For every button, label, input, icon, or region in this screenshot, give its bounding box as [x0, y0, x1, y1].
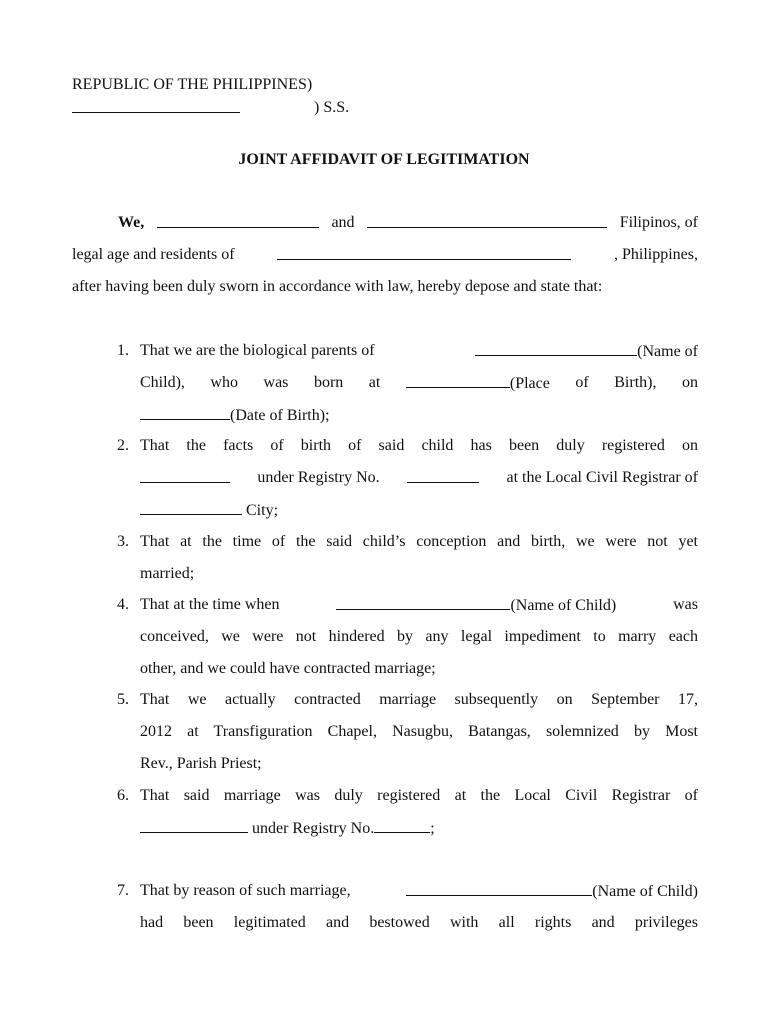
item-2-text-registry: under Registry No.: [257, 469, 380, 486]
item-7-number-text: 7.: [117, 882, 129, 899]
item-1-place-group: [406, 373, 550, 394]
item-5-text-1: That we actually contracted marriage subsequently on September 17,: [140, 691, 698, 708]
item-1-text-b: (Name of: [637, 343, 698, 360]
item-5-line-1: [140, 690, 698, 710]
item-1-word-was: was: [263, 374, 289, 391]
item-2-line-1: [140, 436, 698, 456]
item-7-child-group: [406, 881, 698, 902]
item-1-word-born: born: [313, 374, 344, 391]
item-3-line-1: [140, 532, 698, 552]
item-2-line-2: [140, 468, 698, 488]
item-5-text-2: 2012 at Transfiguration Chapel, Nasugbu, Batangas, solemnized by Most: [140, 723, 698, 740]
residence-blank[interactable]: [277, 245, 571, 260]
item-1-line-1: [140, 341, 698, 362]
item-4-text-2: conceived, we were not hindered by any legal impediment to marry each: [140, 628, 698, 645]
header-republic-text: REPUBLIC OF THE PHILIPPINES): [72, 76, 313, 93]
item-1-text-a: That we are the biological parents of: [140, 342, 375, 359]
item-1-number: [117, 341, 129, 361]
item-1-word-on: on: [682, 374, 698, 391]
venue-blank[interactable]: [72, 98, 240, 113]
item-4-number: [117, 595, 129, 615]
intro-line-2: [72, 245, 698, 265]
item-6-line-1: [140, 786, 698, 806]
item-7-child-name-blank[interactable]: [406, 881, 592, 896]
item-1-number-text: 1.: [117, 342, 129, 359]
item-6-city-blank[interactable]: [140, 818, 248, 833]
item-1-child-name-blank[interactable]: [475, 341, 637, 356]
item-6-registry-blank[interactable]: [374, 818, 430, 833]
intro-legal-age: legal age and residents of: [72, 246, 235, 263]
header-ss-text: ) S.S.: [314, 99, 350, 116]
item-2-line-3: [140, 500, 278, 521]
document-title-text: JOINT AFFIDAVIT OF LEGITIMATION: [238, 151, 530, 168]
header-ss: [314, 98, 349, 118]
item-6-text-registry: under Registry No.: [252, 820, 375, 837]
item-1-line-3: [140, 405, 330, 426]
item-4-line-3: [140, 659, 436, 679]
item-2-text-lcr: at the Local Civil Registrar of: [506, 469, 698, 486]
item-2-text-city: City;: [246, 502, 279, 519]
item-2-text-1: That the facts of birth of said child has been duly registered on: [140, 437, 698, 454]
item-3-number: [117, 532, 129, 552]
item-6-text-1: That said marriage was duly registered at the Local Civil Registrar of: [140, 787, 698, 804]
item-1-word-of: of: [575, 374, 589, 391]
item-1-place-blank[interactable]: [406, 373, 510, 388]
item-4-child-group: [336, 595, 616, 616]
item-4-text-b: (Name of Child): [510, 597, 617, 614]
intro-line-1: [118, 213, 698, 233]
intro-and: and: [331, 214, 355, 231]
header-ss-line: [72, 98, 240, 119]
header-republic: [72, 75, 312, 95]
intro-philippines: , Philippines,: [613, 246, 698, 263]
item-7-text-2: had been legitimated and bestowed with all rights and privileges: [140, 914, 698, 931]
item-7-text-b: (Name of Child): [592, 883, 698, 900]
item-3-text-1: That at the time of the said child’s conception and birth, we were not yet: [140, 533, 698, 550]
item-6-text-end: ;: [430, 820, 435, 837]
item-4-text-c: was: [673, 596, 698, 613]
item-7-text-a: That by reason of such marriage,: [140, 882, 351, 899]
item-4-line-1: [140, 595, 698, 616]
item-2-number-text: 2.: [117, 437, 129, 454]
affiant-1-blank[interactable]: [157, 213, 319, 228]
item-3-text-2: married;: [140, 565, 195, 582]
item-2-city-blank[interactable]: [140, 500, 242, 515]
item-1-line-2: [140, 373, 698, 394]
item-1-word-place: (Place: [509, 375, 550, 392]
item-5-number: [117, 690, 129, 710]
item-7-line-2: [140, 913, 698, 933]
intro-filipinos-of: Filipinos, of: [619, 214, 698, 231]
affiant-2-blank[interactable]: [367, 213, 607, 228]
item-7-number: [117, 881, 129, 901]
document-title: [0, 150, 768, 170]
item-6-number: [117, 786, 129, 806]
item-2-date-blank[interactable]: [140, 468, 230, 483]
item-4-line-2: [140, 627, 698, 647]
item-1-date-blank[interactable]: [140, 405, 230, 420]
item-5-line-3: [140, 754, 262, 774]
item-1-word-child: Child),: [140, 374, 185, 391]
item-5-line-2: [140, 722, 698, 742]
item-5-number-text: 5.: [117, 691, 129, 708]
item-4-child-name-blank[interactable]: [336, 595, 510, 610]
item-1-word-who: who: [210, 374, 238, 391]
item-2-registry-blank[interactable]: [407, 468, 479, 483]
intro-line-3: [72, 277, 602, 297]
item-3-line-2: [140, 564, 194, 584]
item-6-line-2: [140, 818, 435, 839]
item-2-number: [117, 436, 129, 456]
item-1-child-group: [475, 341, 698, 362]
item-1-text-date: (Date of Birth);: [230, 407, 330, 424]
item-4-text-a: That at the time when: [140, 596, 280, 613]
intro-sworn: after having been duly sworn in accordance with law, hereby depose and state that:: [72, 278, 603, 295]
item-4-text-3: other, and we could have contracted marriage;: [140, 660, 436, 677]
item-4-number-text: 4.: [117, 596, 129, 613]
item-6-number-text: 6.: [117, 787, 129, 804]
item-1-word-birth: Birth),: [614, 374, 657, 391]
item-3-number-text: 3.: [117, 533, 129, 550]
item-7-line-1: [140, 881, 698, 902]
item-5-text-3: Rev., Parish Priest;: [140, 755, 262, 772]
intro-we: We,: [118, 214, 145, 231]
item-1-word-at: at: [368, 374, 381, 391]
